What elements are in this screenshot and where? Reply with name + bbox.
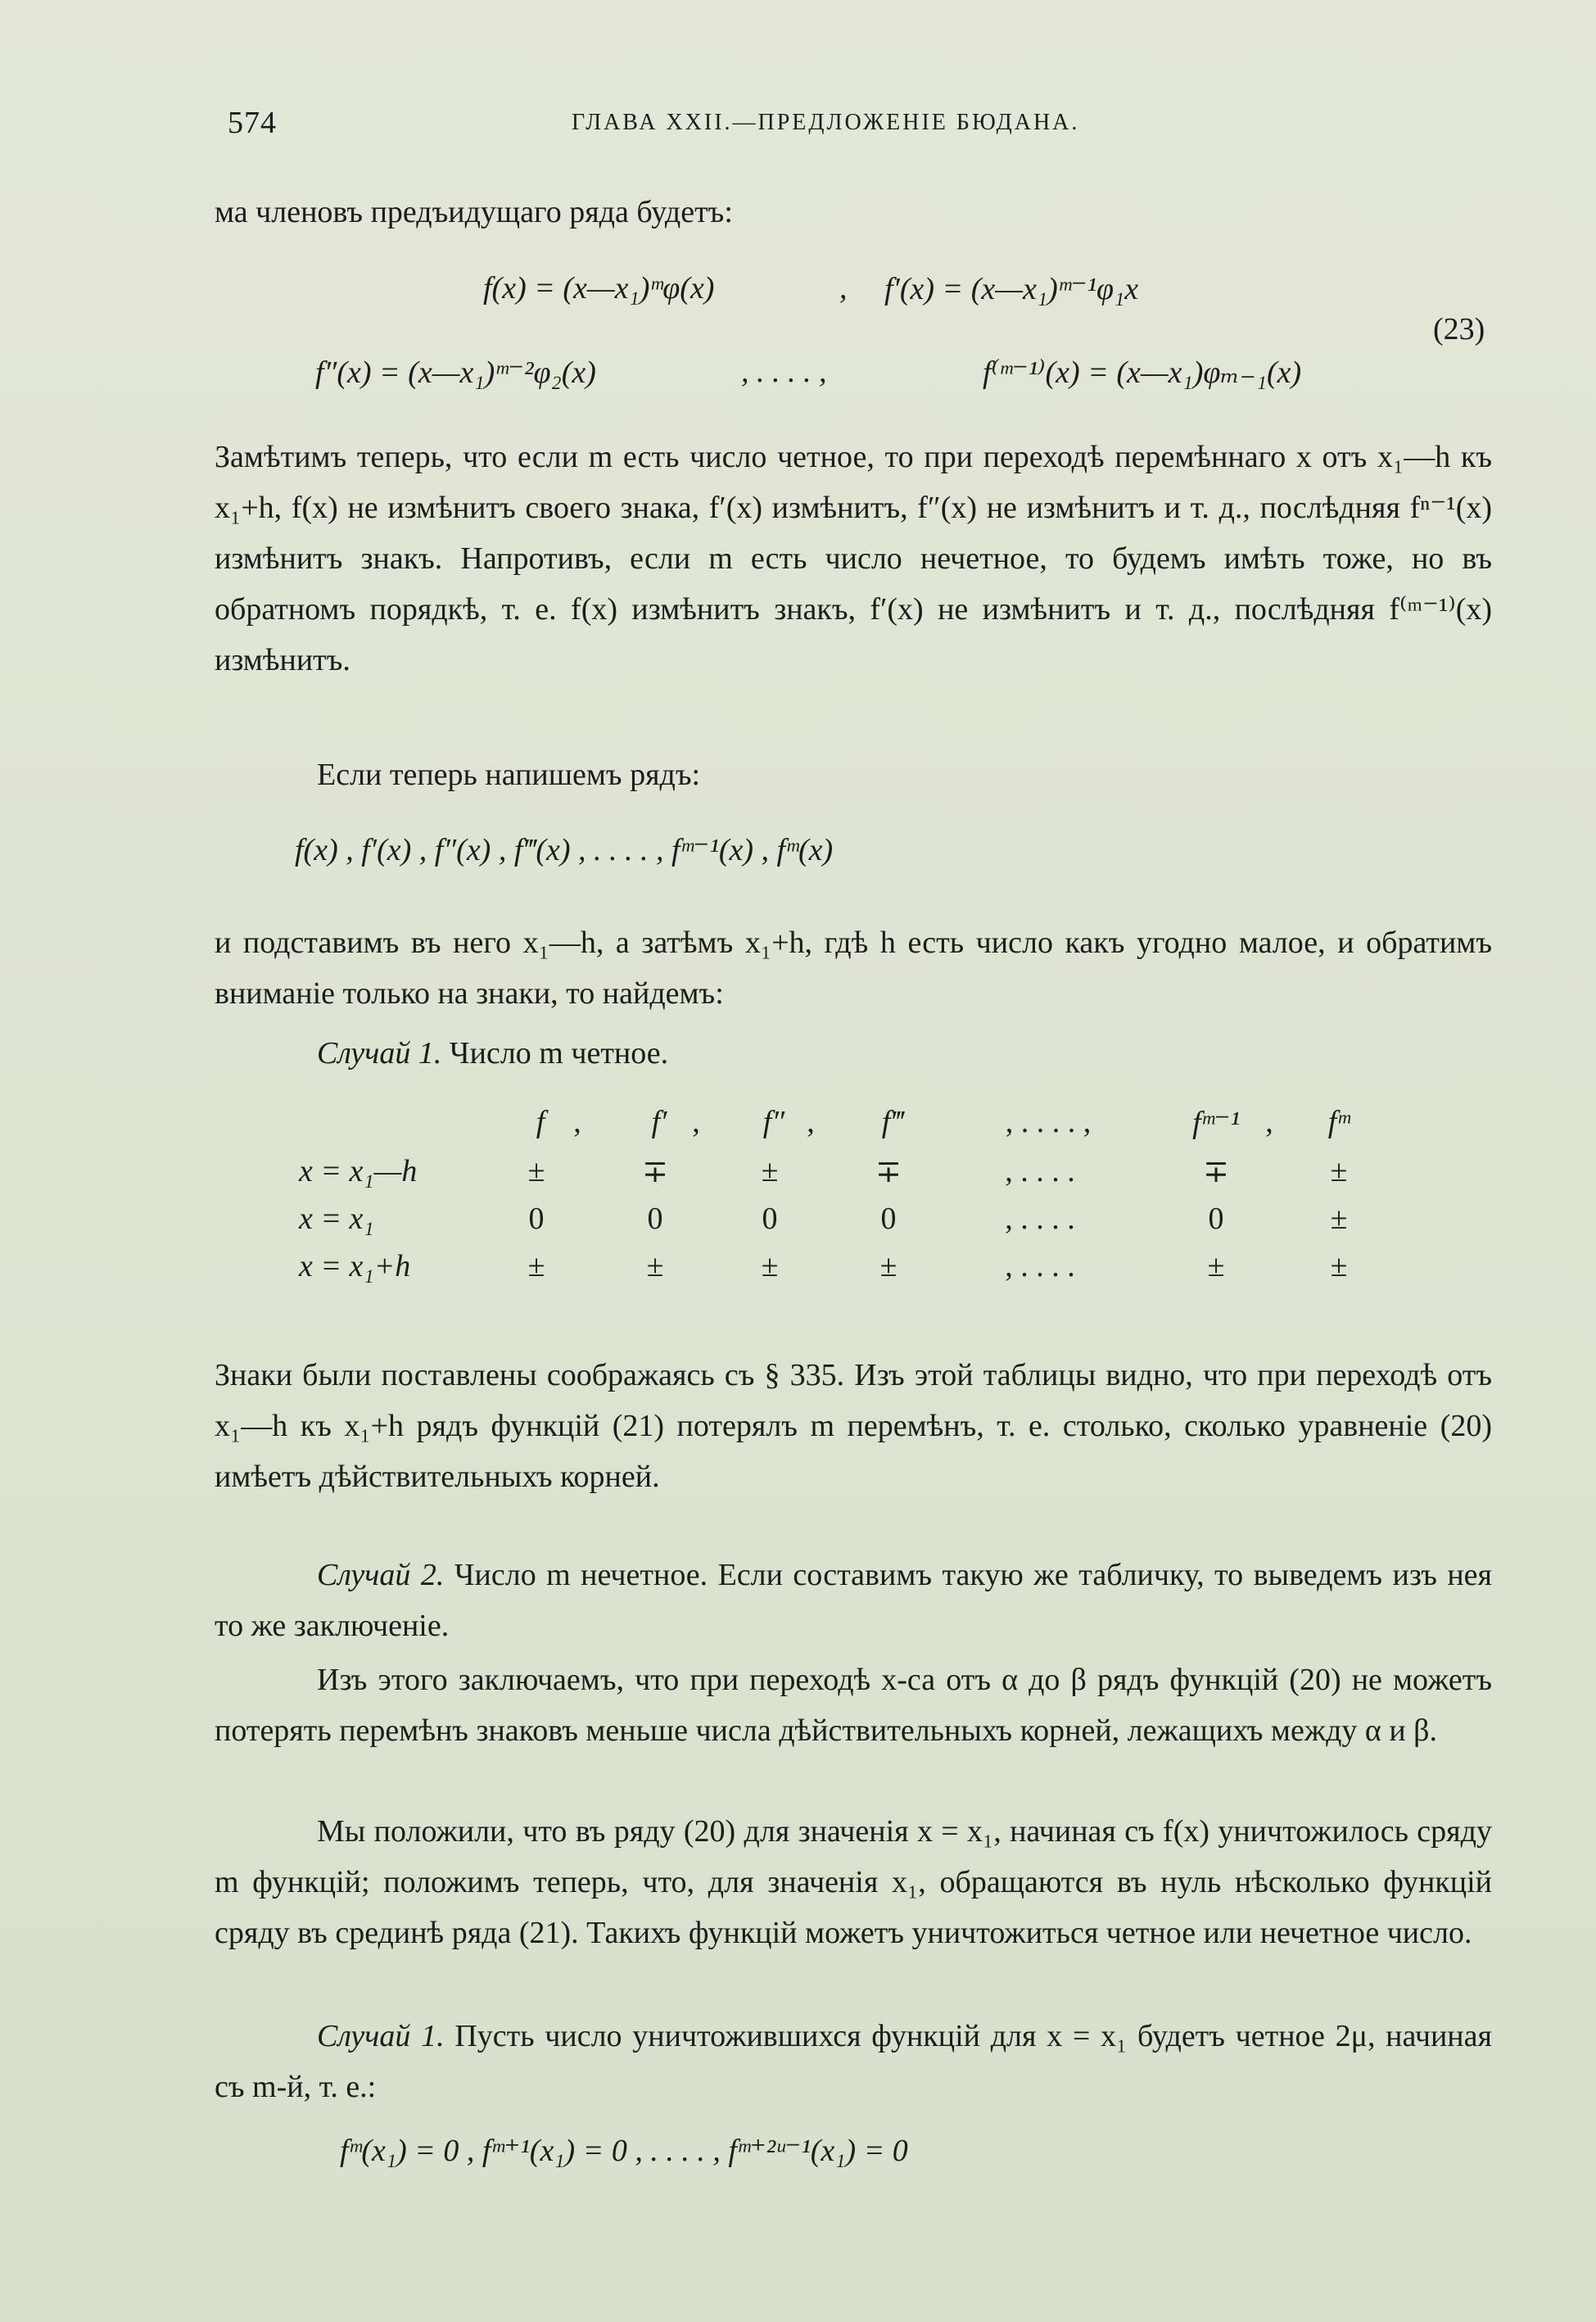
- table-cell: 0: [880, 1202, 897, 1236]
- paragraph-vanishing-functions: Мы положили, что въ ряду (20) для значенія x = x₁, начиная съ f(x) уничтожилось сряду m функцій; положимъ теперь, что, для значенія x₁, обращаются въ нуль нѣсколько функцій сряду въ срединѣ ряда (21). Такихъ функцій можетъ уничтожиться четное или нечетное число.: [215, 1814, 1492, 1950]
- function-series: f(x) , f′(x) , f″(x) , f‴(x) , . . . . , fᵐ⁻¹(x) , fᵐ(x): [295, 833, 834, 867]
- sign-table: [299, 1104, 1437, 1296]
- table-cell: ±: [761, 1249, 779, 1283]
- paragraph-table-conclusion: Знаки были поставлены соображаясь съ § 335. Изъ этой таблицы видно, что при переходѣ отъ x₁—h къ x₁+h рядъ функцій (21) потерялъ m перемѣнъ, т. е. столько, сколько уравненіе (20) имѣетъ дѣйствительныхъ корней.: [215, 1358, 1492, 1494]
- paragraph-sign-change: Замѣтимъ теперь, что если m есть число четное, то при переходѣ перемѣннаго x отъ x₁—h къ x₁+h, f(x) не измѣнитъ своего знака, f′(x) измѣнитъ, f″(x) не измѣнитъ и т. д., послѣдняя fⁿ⁻¹(x) измѣнитъ знакъ. Напротивъ, если m есть число нечетное, то будемъ имѣть тоже, но въ обратномъ порядкѣ, т. е. f(x) измѣнитъ знакъ, f′(x) не измѣнитъ и т. д., послѣдняя f⁽ᵐ⁻¹⁾(x) измѣнитъ.: [215, 440, 1492, 677]
- paragraph-series-intro: Если теперь напишемъ рядъ:: [317, 758, 701, 792]
- page-number: 574: [228, 106, 277, 140]
- table-header-ellipsis: , . . . . ,: [1005, 1105, 1092, 1139]
- table-cell: ±: [527, 1154, 545, 1188]
- equation-f-m-minus-1: f⁽ᵐ⁻¹⁾(x) = (x—x₁)φₘ₋₁(x): [983, 355, 1302, 390]
- table-header-cell: fᵐ: [1327, 1105, 1350, 1139]
- table-row-label: x = x₁+h: [299, 1249, 411, 1283]
- table-header-cell: fᵐ⁻¹: [1192, 1106, 1240, 1140]
- paragraph-substitution: и подставимъ въ него x₁—h, а затѣмъ x₁+h, гдѣ h есть число какъ угодно малое, и обратимъ вниманіе только на знаки, то найдемъ:: [215, 926, 1492, 1011]
- equation-ellipsis: , . . . . ,: [741, 355, 827, 389]
- table-cell: 0: [528, 1202, 545, 1236]
- table-header-cell: f: [536, 1105, 545, 1139]
- table-cell: ±: [761, 1154, 779, 1188]
- page-header: [228, 105, 1424, 154]
- case-1-even-heading: [215, 1028, 1492, 1079]
- table-cell: ∓: [875, 1155, 902, 1189]
- table-header-separator: ,: [807, 1105, 815, 1139]
- paragraph-intro: ма членовъ предъидущаго ряда будетъ:: [215, 195, 733, 229]
- table-cell: ±: [1330, 1249, 1348, 1283]
- table-cell: 0: [647, 1202, 663, 1236]
- case-1-label: Случай 1.: [317, 1036, 442, 1070]
- table-row-label: x = x₁: [299, 1202, 374, 1236]
- sign-table-header: [299, 1104, 1437, 1152]
- case-1-vanishing-paragraph: [215, 2011, 1492, 2112]
- table-cell: ±: [527, 1249, 545, 1283]
- table-row: [299, 1201, 1437, 1248]
- case-2-odd-paragraph: [215, 1550, 1492, 1651]
- table-header-separator: ,: [573, 1105, 581, 1139]
- table-cell: ±: [646, 1249, 664, 1283]
- case-2-text: Число m нечетное. Если составимъ такую же табличку, то выведемъ изъ нея то же заключеніе.: [215, 1558, 1493, 1643]
- table-cell-ellipsis: , . . . .: [1005, 1249, 1075, 1283]
- table-cell: ±: [1207, 1249, 1225, 1283]
- table-cell: ∓: [642, 1155, 668, 1189]
- table-header-cell: f‴: [881, 1105, 904, 1139]
- table-cell: ±: [879, 1249, 897, 1283]
- equation-separator: ,: [839, 271, 848, 306]
- table-cell: ±: [1330, 1154, 1348, 1188]
- table-row-label: x = x₁—h: [299, 1154, 418, 1188]
- table-cell-ellipsis: , . . . .: [1005, 1154, 1075, 1188]
- equation-f-prime: f′(x) = (x—x₁)ᵐ⁻¹φ₁x: [884, 272, 1139, 306]
- case-2-label: Случай 2.: [317, 1558, 445, 1592]
- table-cell: 0: [762, 1202, 778, 1236]
- equation-f-double-prime: f″(x) = (x—x₁)ᵐ⁻²φ₂(x): [315, 355, 596, 390]
- running-head: ГЛАВА XXII.—ПРЕДЛОЖЕНІЕ БЮДАНА.: [572, 110, 1080, 135]
- paragraph-alpha-beta: Изъ этого заключаемъ, что при переходѣ x-са отъ α до β рядъ функцій (20) не можетъ потерять перемѣнъ знаковъ меньше числа дѣйствительныхъ корней, лежащихъ между α и β.: [215, 1663, 1492, 1748]
- table-header-separator: ,: [692, 1105, 700, 1139]
- table-row: [299, 1248, 1437, 1296]
- table-cell: ∓: [1203, 1155, 1229, 1189]
- case-1b-label: Случай 1.: [317, 2019, 445, 2053]
- final-equations: fᵐ(x₁) = 0 , fᵐ⁺¹(x₁) = 0 , . . . . , fᵐ⁺²ᵘ⁻¹(x₁) = 0: [340, 2134, 908, 2168]
- equation-number: (23): [1433, 312, 1485, 346]
- table-row: [299, 1153, 1437, 1201]
- table-cell: ±: [1330, 1202, 1348, 1236]
- case-1-text: Число m четное.: [441, 1036, 669, 1070]
- table-cell: 0: [1208, 1202, 1224, 1236]
- table-header-cell: f″: [762, 1105, 785, 1139]
- table-header-separator: ,: [1265, 1105, 1273, 1139]
- table-header-cell: f′: [651, 1105, 667, 1139]
- case-1b-text: Пусть число уничтожившихся функцій для x = x₁ будетъ четное 2μ, начиная съ m-й, т. е.:: [215, 2019, 1492, 2104]
- equation-f: f(x) = (x—x₁)ᵐφ(x): [483, 271, 715, 306]
- table-cell-ellipsis: , . . . .: [1005, 1202, 1075, 1236]
